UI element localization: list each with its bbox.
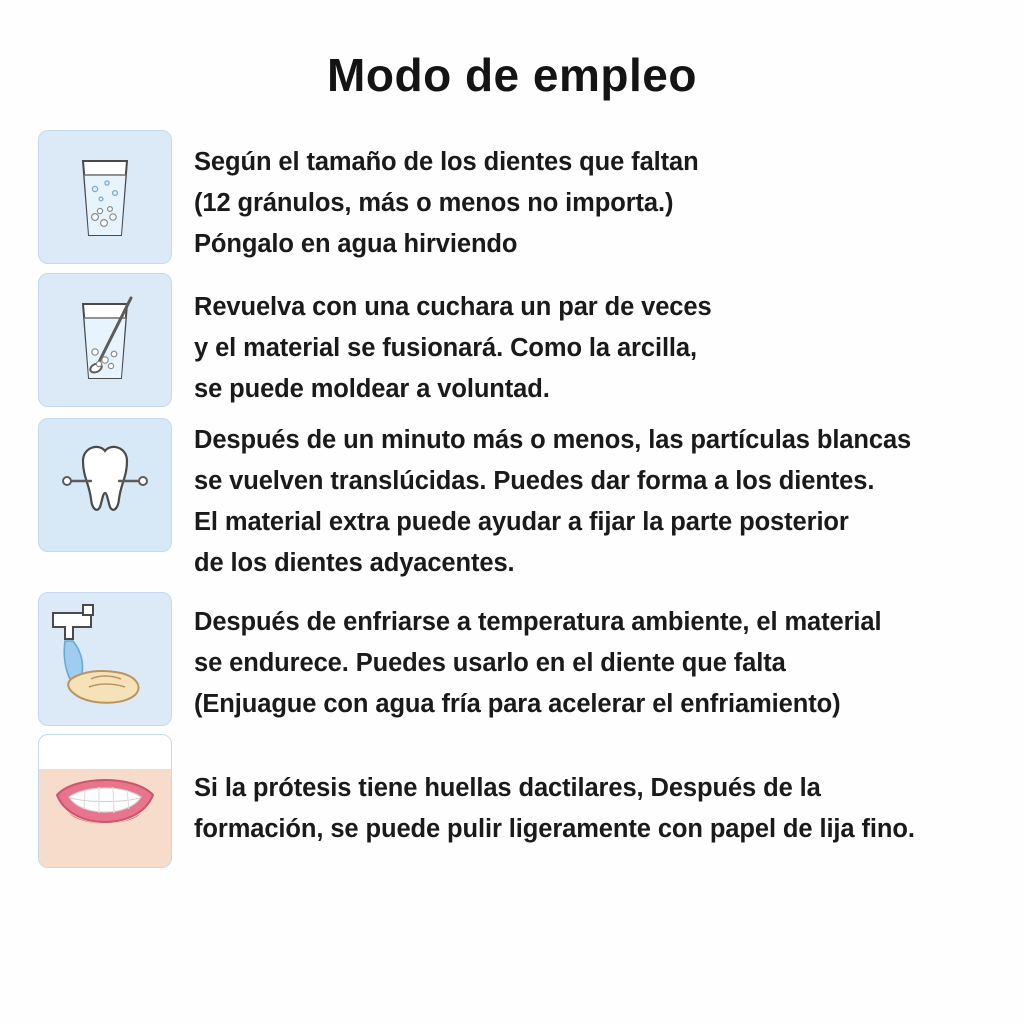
step-line: se vuelven translúcidas. Puedes dar forma a los dientes. (194, 467, 875, 495)
step-line: y el material se fusionará. Como la arcilla, (194, 334, 697, 362)
list-item (38, 734, 984, 868)
step-line: Si la prótesis tiene huellas dactilares, Después de la (194, 774, 821, 802)
step-line: se endurece. Puedes usarlo en el diente que falta (194, 649, 786, 677)
page-title: Modo de empleo (327, 49, 697, 101)
list-item (38, 592, 984, 726)
faucet-rinsing-hand-icon (38, 592, 172, 726)
steps-list (0, 112, 1024, 868)
list-item (38, 418, 984, 584)
step-text (194, 418, 984, 584)
step-text (194, 592, 984, 725)
step-line: (Enjuague con agua fría para acelerar el enfriamiento) (194, 690, 841, 718)
step-line: Después de enfriarse a temperatura ambiente, el material (194, 608, 882, 636)
glass-with-spoon-stirring-icon (38, 273, 172, 407)
step-line: Revuelva con una cuchara un par de veces (194, 293, 712, 321)
smiling-mouth-with-teeth-icon (38, 734, 172, 868)
step-line: Según el tamaño de los dientes que faltan (194, 148, 699, 176)
step-line: formación, se puede pulir ligeramente con papel de lija fino. (194, 815, 915, 843)
step-text (194, 273, 984, 410)
step-text (194, 130, 984, 265)
step-text (194, 734, 984, 850)
step-line: Después de un minuto más o menos, las partículas blancas (194, 426, 912, 454)
list-item (38, 130, 984, 265)
step-line: se puede moldear a voluntad. (194, 375, 550, 403)
list-item (38, 273, 984, 410)
step-line: (12 gránulos, más o menos no importa.) (194, 189, 674, 217)
step-line: El material extra puede ayudar a fijar la parte posterior (194, 508, 849, 536)
tooth-shaping-icon (38, 418, 172, 552)
step-line: de los dientes adyacentes. (194, 549, 515, 577)
step-line: Póngalo en agua hirviendo (194, 230, 518, 258)
glass-of-water-with-granules-icon (38, 130, 172, 264)
